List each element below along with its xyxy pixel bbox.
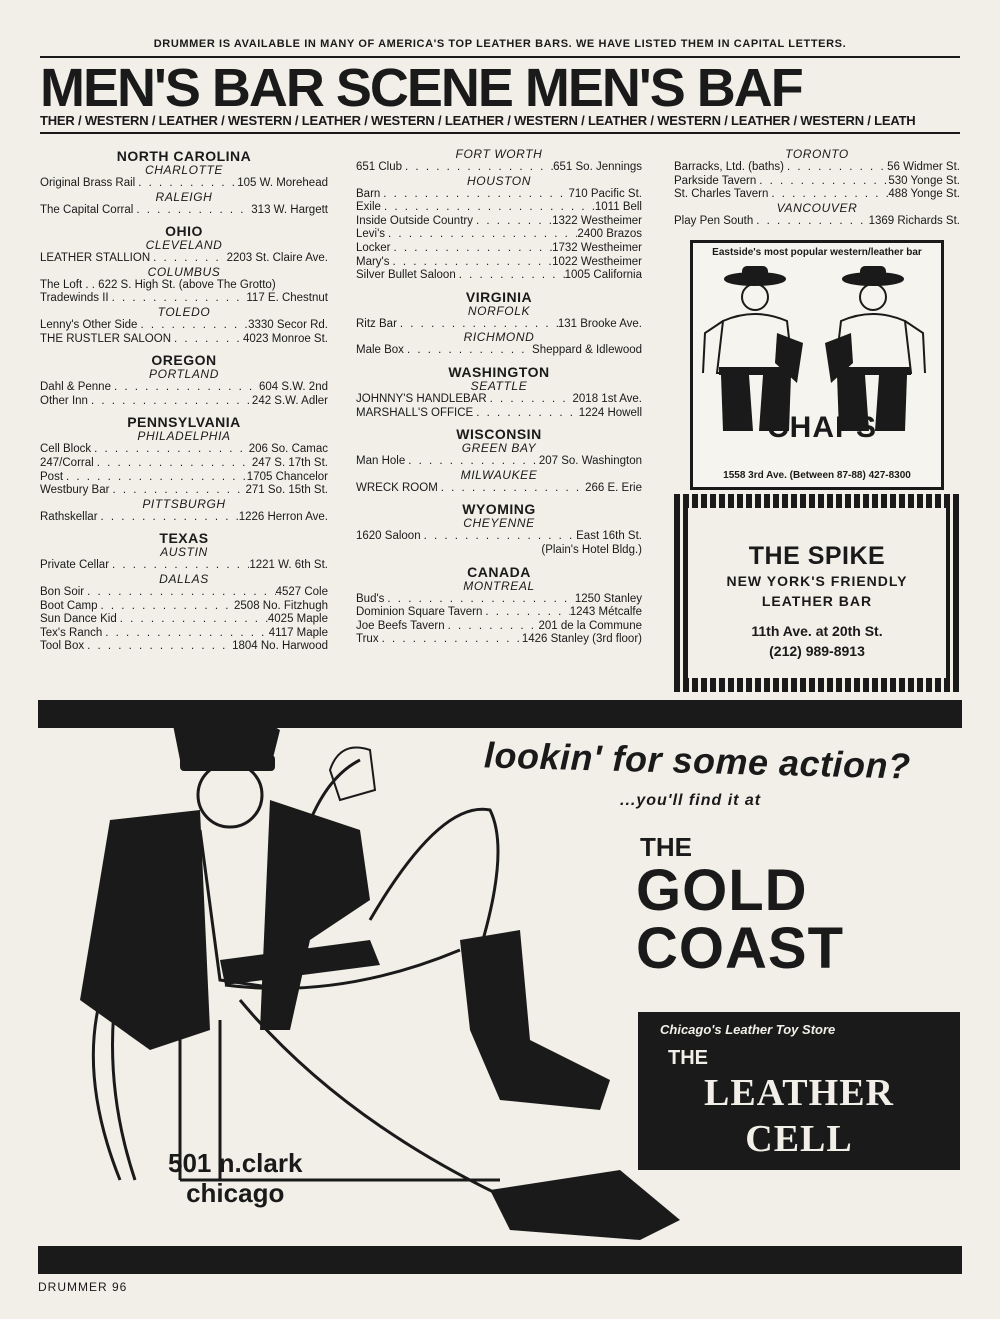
bar-name: Inside Outside Country [356, 214, 473, 227]
state-heading: WYOMING [462, 501, 536, 518]
masthead-title: MEN'S BAR SCENE MEN'S BAF [40, 63, 802, 113]
bar-address: 1804 No. Harwood [232, 640, 328, 653]
bar-address: 4117 Maple [268, 626, 328, 639]
bar-address: 1022 Westheimer [552, 255, 642, 268]
bar-listing [40, 627, 328, 641]
bar-listing [356, 606, 642, 620]
state-heading: OREGON [151, 352, 217, 369]
bar-name: Post [40, 470, 64, 483]
bar-name: Lenny's Other Side [40, 318, 138, 331]
city-heading: TORONTO [785, 147, 849, 161]
bar-listing [40, 177, 328, 191]
bar-address: 206 So. Camac [248, 443, 328, 456]
address-street: 501 n.clark [168, 1148, 303, 1178]
city-heading: PITTSBURGH [142, 496, 226, 511]
gold-coast-address [168, 1148, 302, 1208]
bar-address: 1221 W. 6th St. [249, 559, 328, 572]
bar-name: Private Cellar [40, 559, 110, 572]
bar-listing [356, 215, 642, 229]
bar-address: 313 W. Hargett [251, 203, 328, 216]
bar-listing [40, 640, 328, 654]
bar-address: 2508 No. Fitzhugh [234, 599, 328, 612]
bar-address: 710 Pacific St. [568, 187, 642, 200]
bar-listing [40, 252, 328, 266]
bar-address: 1250 Stanley [574, 592, 642, 605]
bar-name: Bud's [356, 592, 385, 605]
city-heading: HOUSTON [467, 173, 531, 188]
state-heading: NORTH CAROLINA [116, 148, 252, 164]
bar-address: 271 So. 15th St. [245, 484, 328, 497]
listing-column-2 [356, 148, 642, 647]
state-heading: VIRGINIA [465, 288, 533, 305]
leather-cell-tagline: Chicago's Leather Toy Store [660, 1022, 836, 1037]
leather-cell-the: THE [668, 1047, 708, 1069]
bar-name: Cell Block [40, 443, 92, 456]
cowboys-illustration [693, 263, 935, 433]
bar-address: 4527 Cole [275, 585, 328, 598]
bar-address: 266 E. Erie [585, 481, 642, 494]
bar-listing [356, 633, 642, 647]
bar-listing [40, 586, 328, 600]
bar-name: 247/Corral [40, 456, 94, 469]
bar-name: Dominion Square Tavern [356, 606, 483, 619]
bar-listing [674, 188, 960, 202]
bar-name: Play Pen South [674, 214, 754, 227]
bar-listing [356, 228, 642, 242]
bar-listing [40, 484, 328, 498]
bar-name: Westbury Bar [40, 484, 110, 497]
state-heading: CANADA [467, 563, 531, 580]
bar-address: 207 So. Washington [538, 455, 642, 468]
gold-coast-name-line1: GOLD [636, 858, 808, 923]
bar-name: Dahl & Penne [40, 381, 111, 394]
bar-name: The Capital Corral [40, 203, 134, 216]
bar-address: 56 Widmer St. [887, 161, 960, 173]
bar-listing [40, 600, 328, 614]
city-heading: COLUMBUS [147, 264, 221, 279]
bar-address: Sheppard & Idlewood [532, 344, 642, 357]
bar-listing [674, 161, 960, 175]
bar-address: 3330 Secor Rd. [248, 318, 328, 331]
bar-address: 651 So. Jennings [553, 161, 642, 173]
address-city: chicago [186, 1178, 285, 1208]
bar-listing [40, 443, 328, 457]
bar-name: Male Box [356, 344, 404, 357]
city-heading: AUSTIN [160, 545, 208, 560]
city-heading: FORT WORTH [455, 147, 543, 161]
city-heading: NORFOLK [467, 303, 531, 318]
bar-name: 1620 Saloon [356, 530, 421, 543]
bar-address: 1224 Howell [578, 406, 642, 419]
leatherman-illustration [40, 700, 680, 1260]
bar-name: Levi's [356, 228, 386, 241]
masthead-strap: THER / WESTERN / LEATHER / WESTERN / LEATHER / WESTERN / LEATHER / WESTERN / LEATHER / WESTERN / LEATHER / WESTERN / LEATH [40, 113, 916, 128]
leather-cell-name-line1: LEATHER [703, 1072, 894, 1114]
page-folio: DRUMMER 96 [38, 1280, 128, 1294]
bar-name: Rathskellar [40, 510, 98, 523]
bar-listing [40, 457, 328, 471]
state-heading: WISCONSIN [456, 426, 542, 443]
bar-address: 105 W. Morehead [237, 177, 328, 189]
bar-name: Parkside Tavern [674, 174, 757, 187]
bar-address: 1705 Chancelor [246, 470, 328, 483]
bar-listing [356, 188, 642, 202]
bar-listing [40, 559, 328, 573]
bar-listing [40, 511, 328, 525]
bar-address: 201 de la Commune [538, 619, 642, 632]
bar-name: LEATHER STALLION [40, 252, 151, 265]
city-heading: MONTREAL [463, 578, 535, 593]
bar-address: 2018 1st Ave. [572, 392, 642, 405]
bar-name: Tradewinds II [40, 292, 109, 305]
spike-address: 11th Ave. at 20th St. [751, 623, 883, 639]
gold-coast-name-line2: COAST [636, 916, 844, 981]
bar-name: Joe Beefs Tavern [356, 619, 445, 632]
bar-listing [40, 471, 328, 485]
bar-address: 2400 Brazos [577, 228, 642, 241]
bar-name: Barracks, Ltd. (baths) [674, 161, 784, 173]
state-heading: TEXAS [159, 530, 209, 547]
bar-listing [40, 292, 328, 306]
city-heading: RALEIGH [155, 189, 213, 204]
city-heading: SEATTLE [470, 378, 528, 393]
bar-listing [40, 381, 328, 395]
spike-title: THE SPIKE [748, 542, 886, 570]
gold-coast-name [636, 858, 844, 981]
chaps-headline: Eastside's most popular western/leather bar [712, 247, 922, 258]
spike-slogan-line2: LEATHER BAR [761, 593, 873, 609]
bar-name: Bon Soir [40, 585, 85, 598]
bar-listing [40, 333, 328, 347]
bar-listing [40, 613, 328, 627]
bar-address: 1011 Bell [594, 201, 642, 214]
bar-address: 131 Brooke Ave. [557, 317, 642, 330]
bar-address: 1369 Richards St. [868, 214, 960, 227]
bar-address: 4025 Maple [267, 613, 328, 626]
city-heading: MILWAUKEE [460, 467, 538, 482]
state-heading: PENNSYLVANIA [127, 414, 241, 431]
bar-listing [674, 175, 960, 189]
bar-listing [40, 279, 328, 293]
bar-name: Silver Bullet Saloon [356, 269, 456, 282]
bar-name: Man Hole [356, 455, 406, 468]
bar-listing [356, 482, 642, 496]
bar-address: 4023 Monroe St. [242, 332, 328, 345]
bar-name: Original Brass Rail [40, 177, 136, 189]
city-heading: TOLEDO [157, 304, 211, 319]
bar-listing [356, 344, 642, 358]
spike-ad-panel [688, 508, 946, 678]
city-heading: VANCOUVER [776, 200, 858, 215]
chaps-logo: CHAPS [767, 411, 878, 444]
bar-name: Tex's Ranch [40, 626, 103, 639]
bar-name: St. Charles Tavern [674, 188, 769, 201]
bar-name: WRECK ROOM [356, 481, 438, 494]
spike-ad [674, 494, 960, 692]
bar-listing [356, 530, 642, 544]
state-heading: WASHINGTON [448, 363, 550, 380]
bar-name: Barn [356, 187, 381, 200]
leather-cell-name-line2: CELL [745, 1118, 853, 1160]
bar-address: 604 S.W. 2nd [258, 381, 328, 394]
bar-name: JOHNNY'S HANDLEBAR [356, 392, 487, 405]
gold-coast-the: THE [640, 832, 692, 862]
leather-cell-ad [638, 1012, 960, 1170]
bar-name: Ritz Bar [356, 317, 397, 330]
bar-listing [356, 269, 642, 283]
city-heading: RICHMOND [463, 330, 535, 345]
bar-address: 1005 California [564, 269, 642, 282]
bar-listing [356, 256, 642, 270]
ad-subtagline: ...you'll find it at [620, 792, 762, 809]
spike-slogan-line1: NEW YORK'S FRIENDLY [726, 573, 908, 589]
bar-listing [356, 393, 642, 407]
bar-address: East 16th St. [576, 530, 642, 543]
bar-name: Trux [356, 633, 379, 646]
city-heading: CLEVELAND [145, 238, 223, 253]
bar-address: 242 S.W. Adler [251, 394, 328, 407]
state-heading: OHIO [165, 223, 203, 240]
bar-listing [356, 455, 642, 469]
bar-listing [356, 161, 642, 175]
city-heading: CHEYENNE [463, 516, 535, 531]
bar-listing [40, 395, 328, 409]
bar-name: Tool Box [40, 640, 85, 653]
bar-listing [40, 319, 328, 333]
bar-name: 651 Club [356, 161, 403, 173]
bar-address: 488 Yonge St. [888, 188, 960, 201]
bar-listing [674, 215, 960, 229]
listing-column-3 [674, 148, 960, 228]
bar-address: 1426 Stanley (3rd floor) [521, 633, 642, 646]
bar-name: Locker [356, 241, 391, 254]
bar-listing [356, 407, 642, 421]
city-heading: PORTLAND [149, 367, 219, 382]
bar-listing [356, 242, 642, 256]
city-heading: PHILADELPHIA [137, 429, 231, 444]
availability-notice: DRUMMER IS AVAILABLE IN MANY OF AMERICA'S TOP LEATHER BARS. WE HAVE LISTED THEM IN CAPITAL LETTERS. [153, 38, 847, 50]
ad-tagline: lookin' for some action? [483, 734, 912, 787]
bar-listing-text: The Loft . . 622 S. High St. (above The Grotto) [40, 278, 276, 291]
bar-name: THE RUSTLER SALOON [40, 332, 171, 345]
bar-listing [356, 593, 642, 607]
city-heading: GREEN BAY [461, 441, 537, 456]
bar-name: Mary's [356, 255, 390, 268]
bar-name: Boot Camp [40, 599, 98, 612]
chaps-address: 1558 3rd Ave. (Between 87-88) 427-8300 [723, 470, 911, 481]
bar-address: 1322 Westheimer [552, 214, 642, 227]
bar-name: MARSHALL'S OFFICE [356, 406, 474, 419]
bar-address: 2203 St. Claire Ave. [226, 252, 328, 265]
bar-address: 1226 Herron Ave. [238, 510, 328, 523]
bar-listing [356, 201, 642, 215]
bar-address-note: (Plain's Hotel Bldg.) [541, 543, 642, 556]
bar-address: 1732 Westheimer [552, 241, 642, 254]
bar-name: Exile [356, 201, 381, 214]
chaps-ad [690, 240, 944, 490]
bar-listing [40, 204, 328, 218]
header-rule [40, 56, 960, 58]
bar-address: 247 S. 17th St. [251, 456, 328, 469]
bar-listing [356, 620, 642, 634]
strap-rule [40, 132, 960, 134]
listing-column-1 [40, 148, 328, 654]
bar-address: 117 E. Chestnut [246, 292, 328, 305]
city-heading: CHARLOTTE [144, 163, 224, 177]
bar-listing [356, 318, 642, 332]
city-heading: DALLAS [159, 571, 209, 586]
spike-phone: (212) 989-8913 [769, 643, 865, 659]
bar-name: Sun Dance Kid [40, 613, 117, 626]
bar-address: 530 Yonge St. [888, 174, 960, 187]
bar-address: 1243 Métcalfe [569, 606, 642, 619]
bar-name: Other Inn [40, 394, 88, 407]
